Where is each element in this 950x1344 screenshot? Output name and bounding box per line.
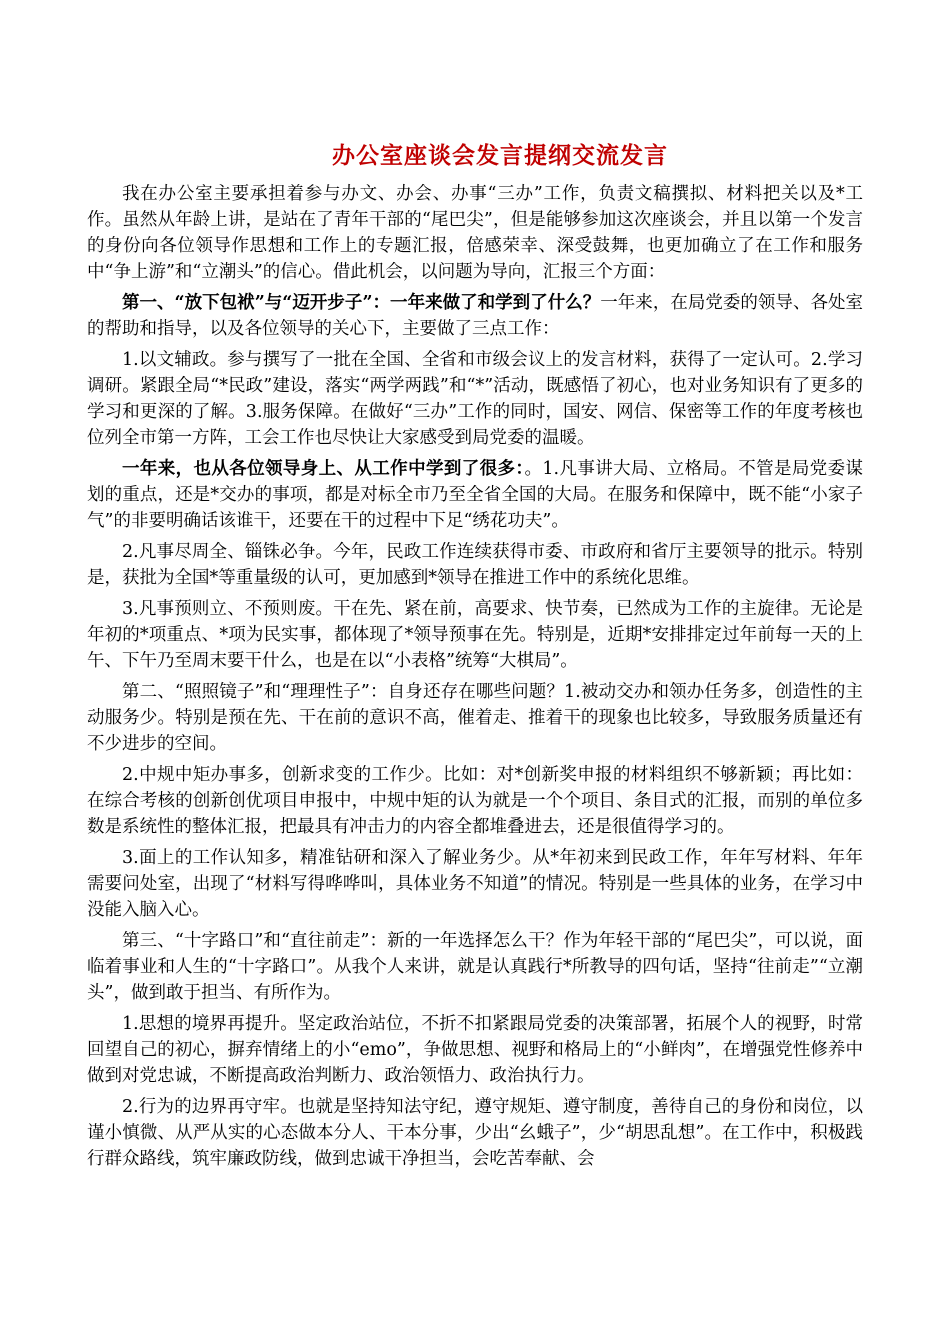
paragraph-lead: 第一、“放下包袱”与“迈开步子”：一年来做了和学到了什么？ [122, 293, 601, 313]
paragraph [87, 539, 863, 591]
paragraph-text: 第二、“照照镜子”和“理理性子”：自身还存在哪些问题？1.被动交办和领办任务多，创造性的主动服务少。特别是预在先、干在前的意识不高，催着走、推着干的现象也比较多，导致服务质量还有不少进步的空间。 [87, 682, 863, 754]
paragraph-text: 1.思想的境界再提升。坚定政治站位，不折不扣紧跟局党委的决策部署，拓展个人的视野，时常回望自己的初心，摒弃情绪上的小“emo”，争做思想、视野和格局上的“小鲜肉”，在增强党性修养中做到对党忠诚，不断提高政治判断力、政治领悟力、政治执行力。 [87, 1014, 863, 1086]
paragraph [87, 181, 863, 285]
paragraph [87, 290, 863, 342]
paragraph [87, 596, 863, 674]
paragraph [87, 1011, 863, 1089]
paragraph [87, 762, 863, 840]
paragraph [87, 845, 863, 923]
document-title: 办公室座谈会发言提纲交流发言 [332, 142, 668, 169]
paragraph-text: 我在办公室主要承担着参与办文、办会、办事“三办”工作，负责文稿撰拟、材料把关以及*工作。虽然从年龄上讲，是站在了青年干部的“尾巴尖”，但是能够参加这次座谈会，并且以第一个发言的身份向各位领导作思想和工作上的专题汇报，倍感荣幸、深受鼓舞，也更加确立了在工作和服务中“争上游”和“立潮头”的信心。借此机会，以问题为导向，汇报三个方面： [87, 184, 863, 282]
paragraph-lead: 一年来，也从各位领导身上、从工作中学到了很多： [122, 459, 525, 479]
paragraph-text: 2.行为的边界再守牢。也就是坚持知法守纪，遵守规矩、遵守制度，善待自己的身份和岗位，以谨小慎微、从严从实的心态做本分人、干本分事，少出“幺蛾子”，少“胡思乱想”。在工作中，积极践行群众路线，筑牢廉政防线，做到忠诚干净担当，会吃苦奉献、会 [87, 1097, 863, 1169]
document-body [87, 181, 863, 1177]
paragraph-text: 3.面上的工作认知多，精准钻研和深入了解业务少。从*年初来到民政工作，年年写材料、年年需要问处室，出现了“材料写得哗哗叫，具体业务不知道”的情况。特别是一些具体的业务，在学习中没能入脑入心。 [87, 848, 863, 920]
paragraph-text: 2.凡事尽周全、锱铢必争。今年，民政工作连续获得市委、市政府和省厅主要领导的批示。特别是，获批为全国*等重量级的认可，更加感到*领导在推进工作中的系统化思维。 [87, 542, 863, 588]
paragraph-text: 3.凡事预则立、不预则废。干在先、紧在前，高要求、快节奏，已然成为工作的主旋律。无论是年初的*项重点、*项为民实事，都体现了*领导预事在先。特别是，近期*安排排定过年前每一天的上午、下午乃至周末要干什么，也是在以“小表格”统筹“大棋局”。 [87, 599, 863, 671]
paragraph-text: 2.中规中矩办事多，创新求变的工作少。比如：对*创新奖申报的材料组织不够新颖；再比如：在综合考核的创新创优项目申报中，中规中矩的认为就是一个个项目、条目式的汇报，而别的单位多数是系统性的整体汇报，把最具有冲击力的内容全都堆叠进去，还是很值得学习的。 [87, 765, 863, 837]
paragraph [87, 347, 863, 451]
paragraph-text: 第三、“十字路口”和“直往前走”：新的一年选择怎么干？作为年轻干部的“尾巴尖”，可以说，面临着事业和人生的“十字路口”。从我个人来讲，就是认真践行*所教导的四句话，坚持“往前走”“立潮头”，做到敢于担当、有所作为。 [87, 931, 863, 1003]
paragraph [87, 1094, 863, 1172]
paragraph [87, 456, 863, 534]
paragraph [87, 928, 863, 1006]
paragraph-text: 一年来，在局党委的领导、各处室的帮助和指导，以及各位领导的关心下，主要做了三点工作： [87, 293, 864, 339]
paragraph [87, 679, 863, 757]
paragraph-text: 。1.凡事讲大局、立格局。不管是局党委谋划的重点，还是*交办的事项，都是对标全市乃至全省全国的大局。在服务和保障中，既不能“小家子气”的非要明确话该谁干，还要在干的过程中下足“绣花功夫”。 [87, 459, 864, 531]
paragraph-text: 1.以文辅政。参与撰写了一批在全国、全省和市级会议上的发言材料，获得了一定认可。2.学习调研。紧跟全局“*民政”建设，落实“两学两践”和“*”活动，既感悟了初心，也对业务知识有了更多的学习和更深的了解。3.服务保障。在做好“三办”工作的同时，国安、网信、保密等工作的年度考核也位列全市第一方阵，工会工作也尽快让大家感受到局党委的温暖。 [87, 350, 863, 448]
